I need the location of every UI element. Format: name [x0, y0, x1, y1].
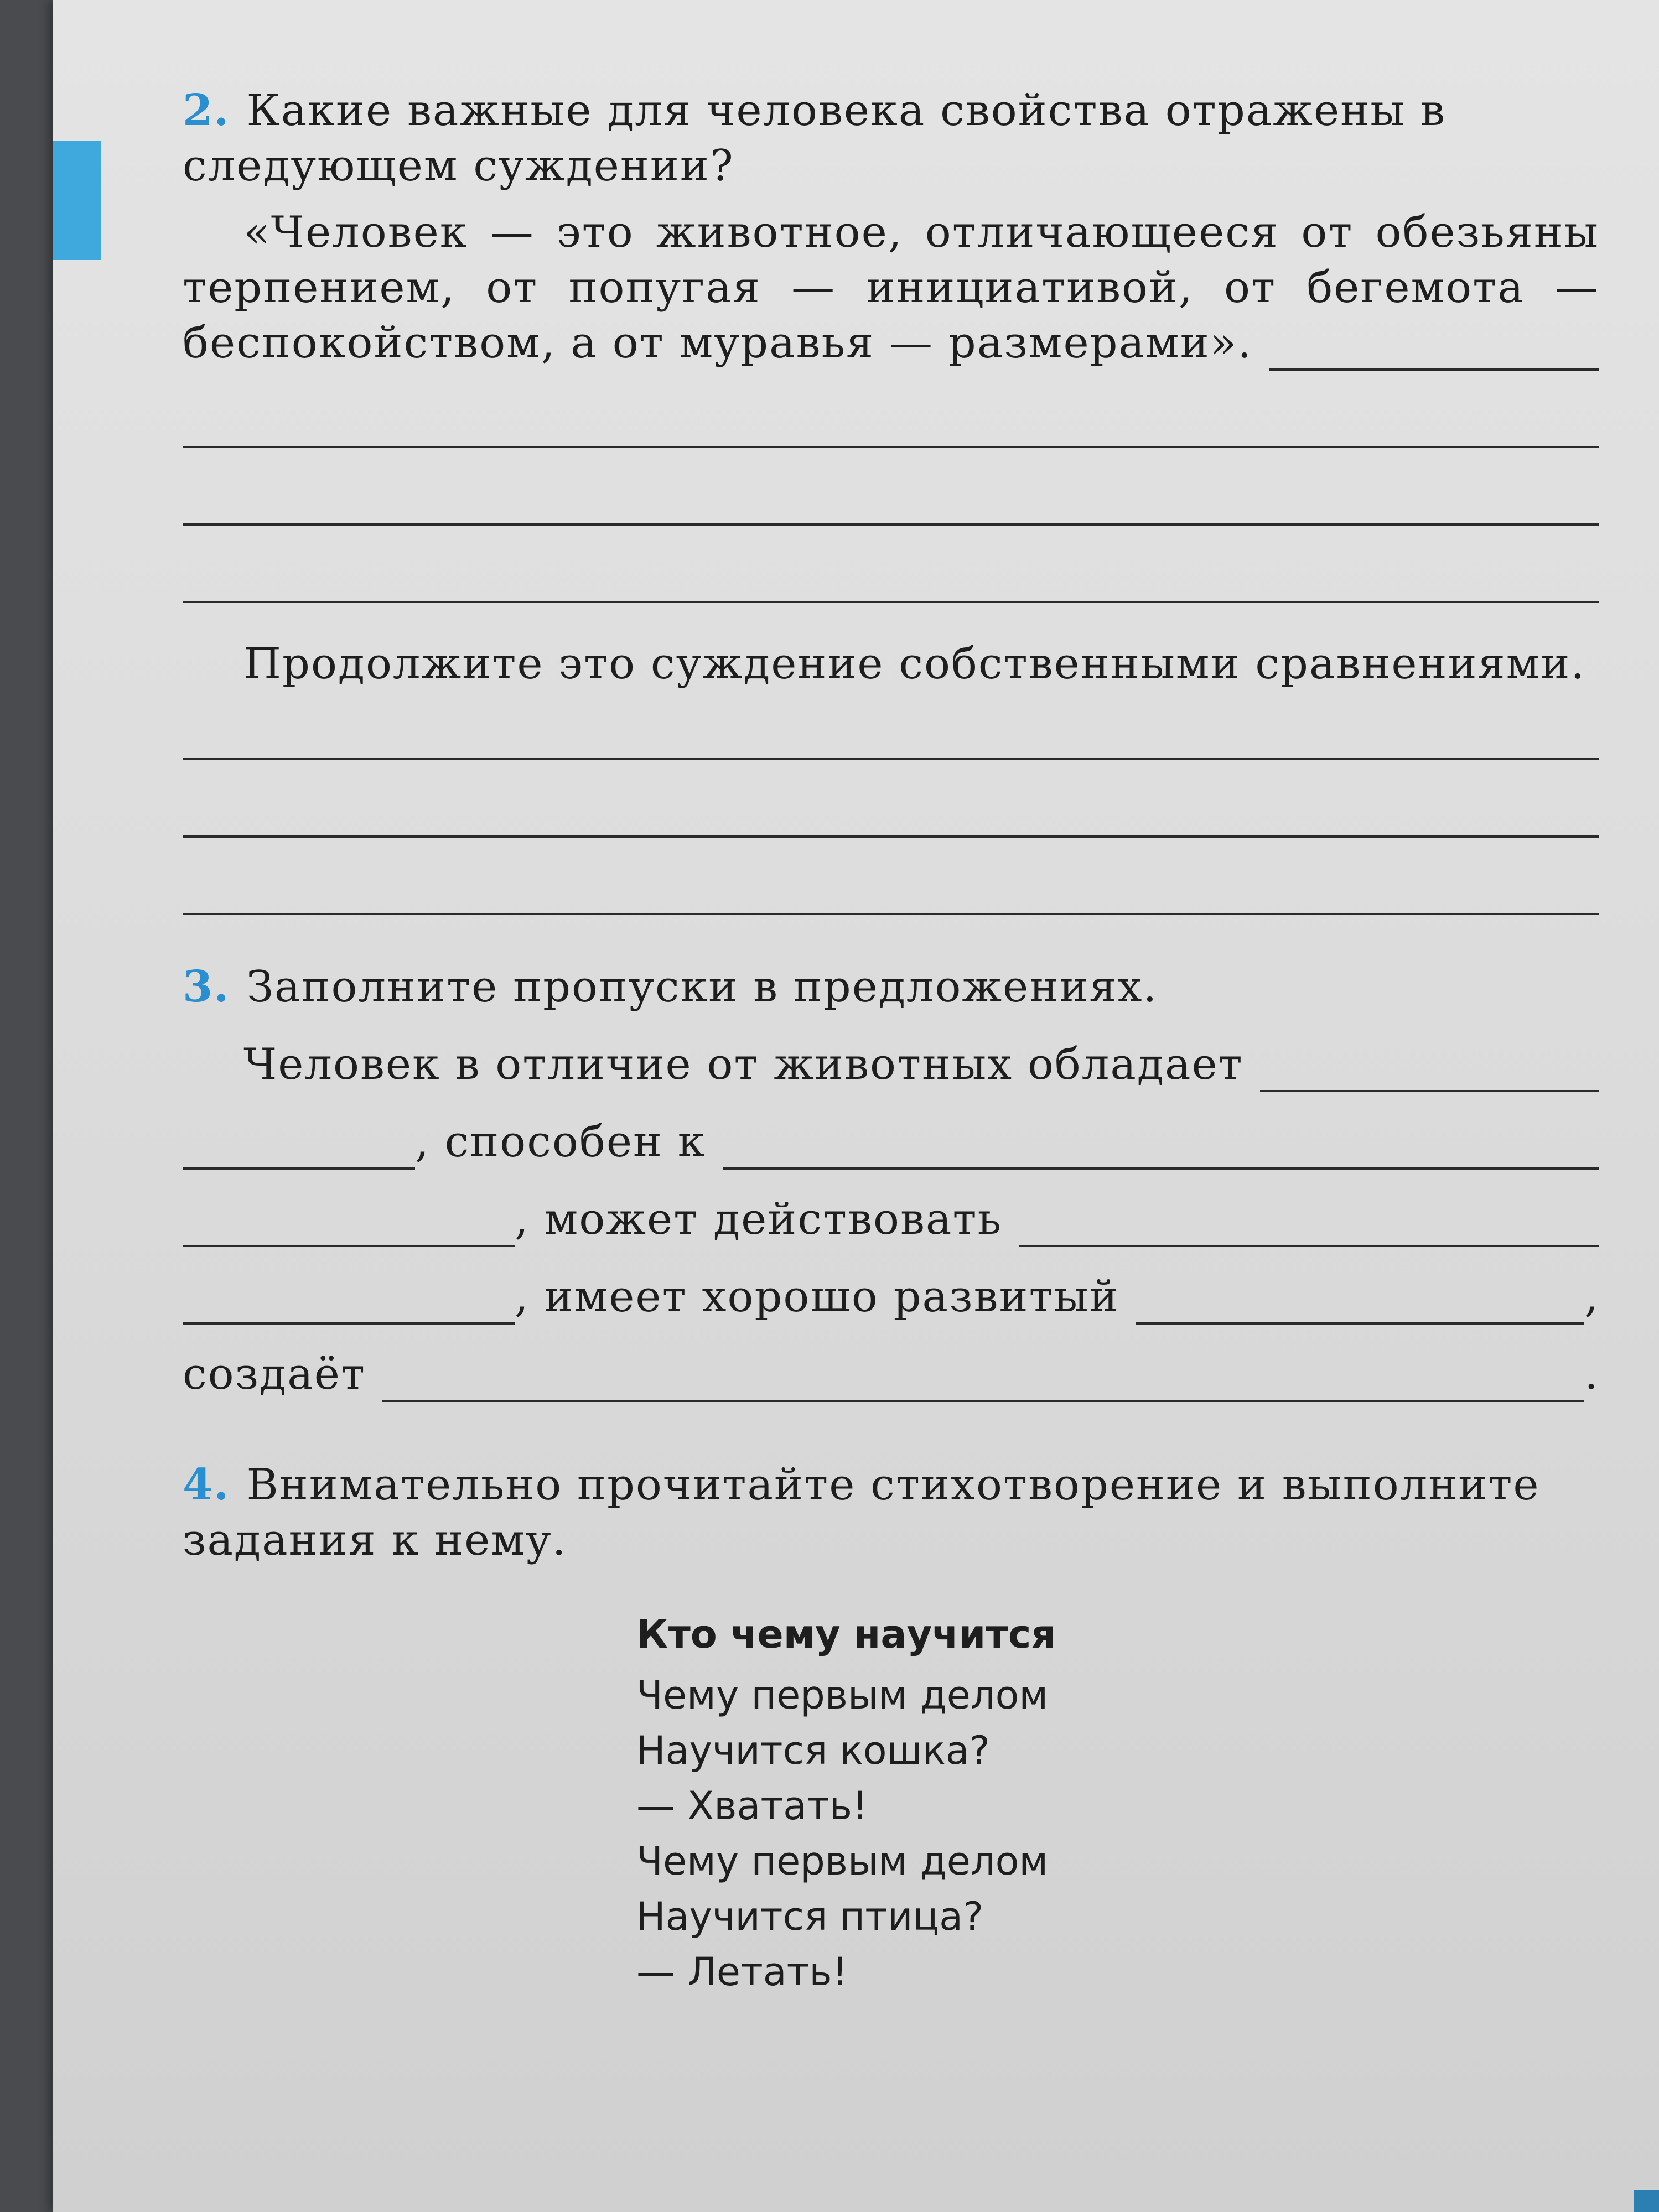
fill-blank[interactable] [723, 1134, 1599, 1170]
continue-prompt: Продолжите это суждение собственными сравнениями. [243, 639, 1586, 689]
fill-text-3: , может действовать [515, 1195, 1002, 1244]
answer-line[interactable] [183, 448, 1599, 526]
page-content [183, 83, 1599, 2000]
task-4-instruction-text: Внимательно прочитайте стихотворение и выполните задания к нему. [183, 1460, 1540, 1565]
task-4-number: 4. [183, 1460, 230, 1510]
task-3-instruction [183, 959, 1599, 1015]
fill-row-2 [183, 1114, 1599, 1170]
answer-line[interactable] [183, 838, 1599, 915]
fill-row-4 [183, 1269, 1599, 1325]
fill-row-1 [183, 1037, 1599, 1092]
answer-line[interactable] [183, 760, 1599, 838]
quote-line-1: «Человек — это животное, отличающееся от обезьяны [243, 207, 1599, 257]
task-2-question [183, 83, 1599, 194]
task-3-instruction-text: Заполните пропуски в предложениях. [246, 962, 1158, 1012]
poem-title: Кто чему научится [636, 1612, 1056, 1657]
poem-line: — Хватать! [636, 1783, 868, 1829]
poem [636, 1607, 1599, 2000]
poem-line: Научится птица? [636, 1894, 984, 1939]
fill-period: . [1584, 1349, 1599, 1399]
quote-line-3-row [183, 315, 1599, 371]
answer-line[interactable] [183, 371, 1599, 448]
fill-blank[interactable] [382, 1367, 1584, 1402]
workbook-page [53, 0, 1659, 2212]
fill-text-2: , способен к [415, 1117, 706, 1167]
answer-line[interactable] [183, 526, 1599, 603]
fill-text-4: , имеет хорошо развитый [515, 1272, 1119, 1322]
page-edge-tab [53, 141, 101, 260]
task-2-number: 2. [183, 85, 230, 136]
fill-comma: , [1584, 1272, 1599, 1322]
fill-blank[interactable] [183, 1289, 515, 1325]
quote-line-2: терпением, от попугая — инициативой, от бегемота — [183, 263, 1599, 313]
fill-blank[interactable] [1019, 1212, 1599, 1247]
fill-blank[interactable] [1260, 1057, 1599, 1092]
task-2-question-text: Какие важные для человека свойства отражены в следующем суждении? [183, 86, 1446, 191]
fill-row-5 [183, 1347, 1599, 1402]
fill-text-5: создаёт [183, 1349, 366, 1399]
fill-row-3 [183, 1192, 1599, 1247]
fill-blank[interactable] [183, 1134, 415, 1170]
poem-line: — Летать! [636, 1949, 848, 1995]
fill-blank[interactable] [1136, 1289, 1584, 1325]
corner-marker [1634, 2190, 1659, 2212]
fill-text-1: Человек в отличие от животных обладает [243, 1040, 1243, 1089]
poem-line: Чему первым делом [636, 1673, 1049, 1718]
answer-blank-inline[interactable] [1269, 335, 1599, 371]
poem-line: Научится кошка? [636, 1728, 990, 1773]
fill-blank[interactable] [183, 1212, 515, 1247]
task-4-instruction [183, 1457, 1599, 1568]
task-3-number: 3. [183, 962, 230, 1012]
answer-line[interactable] [183, 692, 1599, 760]
quote-line-3: беспокойством, а от муравья — размерами». [183, 318, 1253, 368]
poem-line: Чему первым делом [636, 1839, 1049, 1884]
